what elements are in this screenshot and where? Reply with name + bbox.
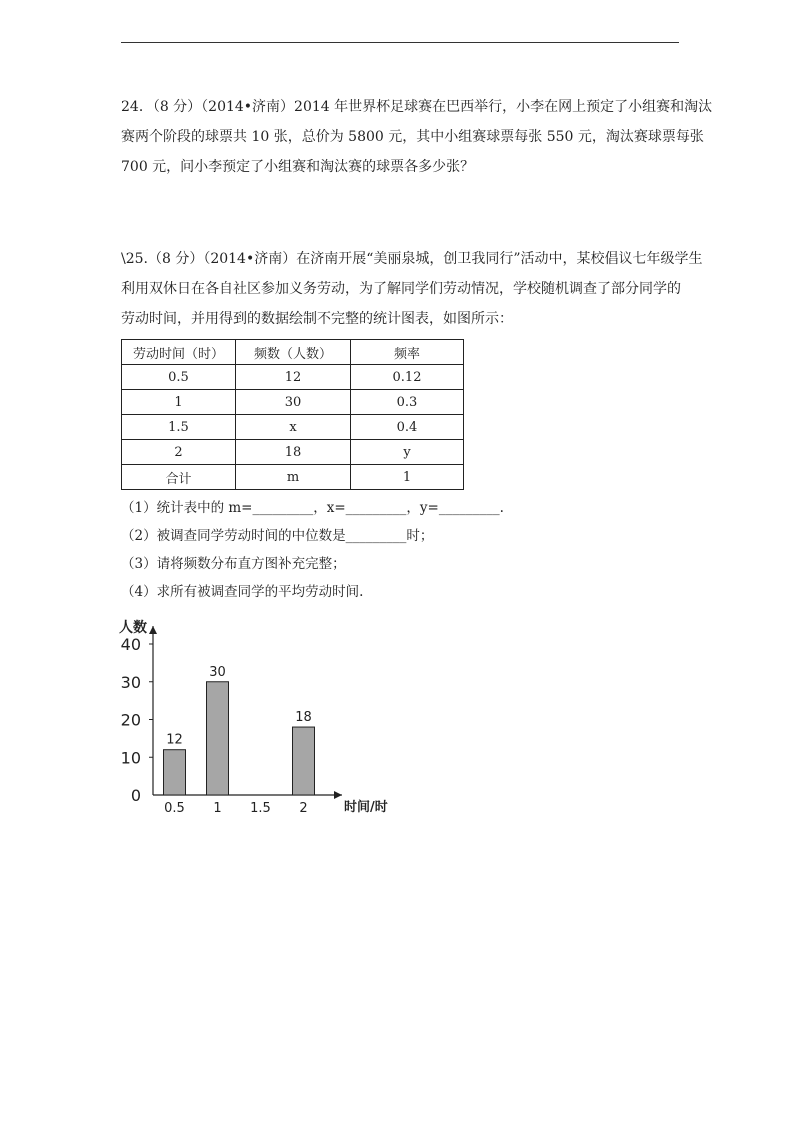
- table-header-cell: 劳动时间（时）: [122, 340, 236, 365]
- y-tick-label: 40: [120, 635, 141, 654]
- question-25-line: 劳动时间，并用得到的数据绘制不完整的统计图表，如图所示：: [121, 311, 513, 327]
- x-tick-label: 0.5: [164, 801, 185, 816]
- question-24: [121, 92, 713, 182]
- table-cell: 1.5: [122, 415, 236, 440]
- table-row: [122, 440, 464, 465]
- y-tick-label: 20: [120, 710, 141, 730]
- y-tick-label: 0: [130, 786, 141, 805]
- sub-question: （1）统计表中的 m=_________，x=_________，y=_________.: [121, 500, 504, 516]
- question-24-line: 24．（8 分）（2014•济南）2014 年世界杯足球赛在巴西举行，小李在网上预定了小组赛和淘汰: [121, 99, 713, 115]
- y-axis-arrow-icon: [149, 626, 157, 634]
- sub-question: （3）请将频数分布直方图补充完整；: [121, 556, 346, 572]
- y-axis-label: 人数: [119, 620, 147, 636]
- x-tick-label: 2: [299, 801, 308, 816]
- table-cell: m: [236, 465, 351, 490]
- table-cell: 合计: [122, 465, 236, 490]
- bar-data-label: 12: [166, 732, 183, 748]
- question-25: [121, 244, 703, 334]
- header-rule: [121, 42, 679, 43]
- table-header-cell: 频数（人数）: [236, 340, 351, 365]
- x-tick-label: 1: [213, 801, 222, 816]
- question-24-line: 700 元，问小李预定了小组赛和淘汰赛的球票各多少张？: [121, 159, 475, 175]
- histogram-bar: [164, 750, 186, 795]
- table-row: [122, 465, 464, 490]
- bar-data-label: 30: [209, 664, 226, 680]
- sub-question: （4）求所有被调查同学的平均劳动时间.: [121, 584, 364, 600]
- table-cell: 30: [236, 390, 351, 415]
- table-row: [122, 415, 464, 440]
- frequency-table: [121, 339, 464, 490]
- table-cell: 1: [122, 390, 236, 415]
- table-cell: 1: [351, 465, 464, 490]
- table-header-cell: 频率: [351, 340, 464, 365]
- table-cell: 0.12: [351, 365, 464, 390]
- table-header-row: [122, 340, 464, 365]
- x-tick-label: 1.5: [250, 801, 271, 816]
- question-25-line: \25.（8 分）（2014•济南）在济南开展“美丽泉城，创卫我同行”活动中，某校倡议七年级学生: [121, 251, 703, 267]
- table-cell: 18: [236, 440, 351, 465]
- table-cell: 0.4: [351, 415, 464, 440]
- x-axis-label: 时间/时: [344, 800, 388, 815]
- table-cell: 0.5: [122, 365, 236, 390]
- table-cell: 2: [122, 440, 236, 465]
- sub-question: （2）被调查同学劳动时间的中位数是_________时；: [121, 528, 434, 544]
- sub-questions: [121, 494, 504, 606]
- table-cell: x: [236, 415, 351, 440]
- y-tick-label: 10: [120, 748, 141, 768]
- histogram-bar: [293, 727, 315, 795]
- table-cell: 0.3: [351, 390, 464, 415]
- histogram-bar: [207, 682, 229, 795]
- question-25-line: 利用双休日在各自社区参加义务劳动，为了解同学们劳动情况，学校随机调查了部分同学的: [121, 281, 681, 297]
- question-24-line: 赛两个阶段的球票共 10 张，总价为 5800 元，其中小组赛球票每张 550 元，淘汰赛球票每张: [121, 129, 704, 145]
- y-tick-label: 30: [120, 672, 141, 692]
- x-axis-arrow-icon: [334, 791, 342, 799]
- bar-data-label: 18: [295, 710, 312, 726]
- histogram-chart: [110, 612, 410, 822]
- table-row: [122, 390, 464, 415]
- table-row: [122, 365, 464, 390]
- table-cell: y: [351, 440, 464, 465]
- table-cell: 12: [236, 365, 351, 390]
